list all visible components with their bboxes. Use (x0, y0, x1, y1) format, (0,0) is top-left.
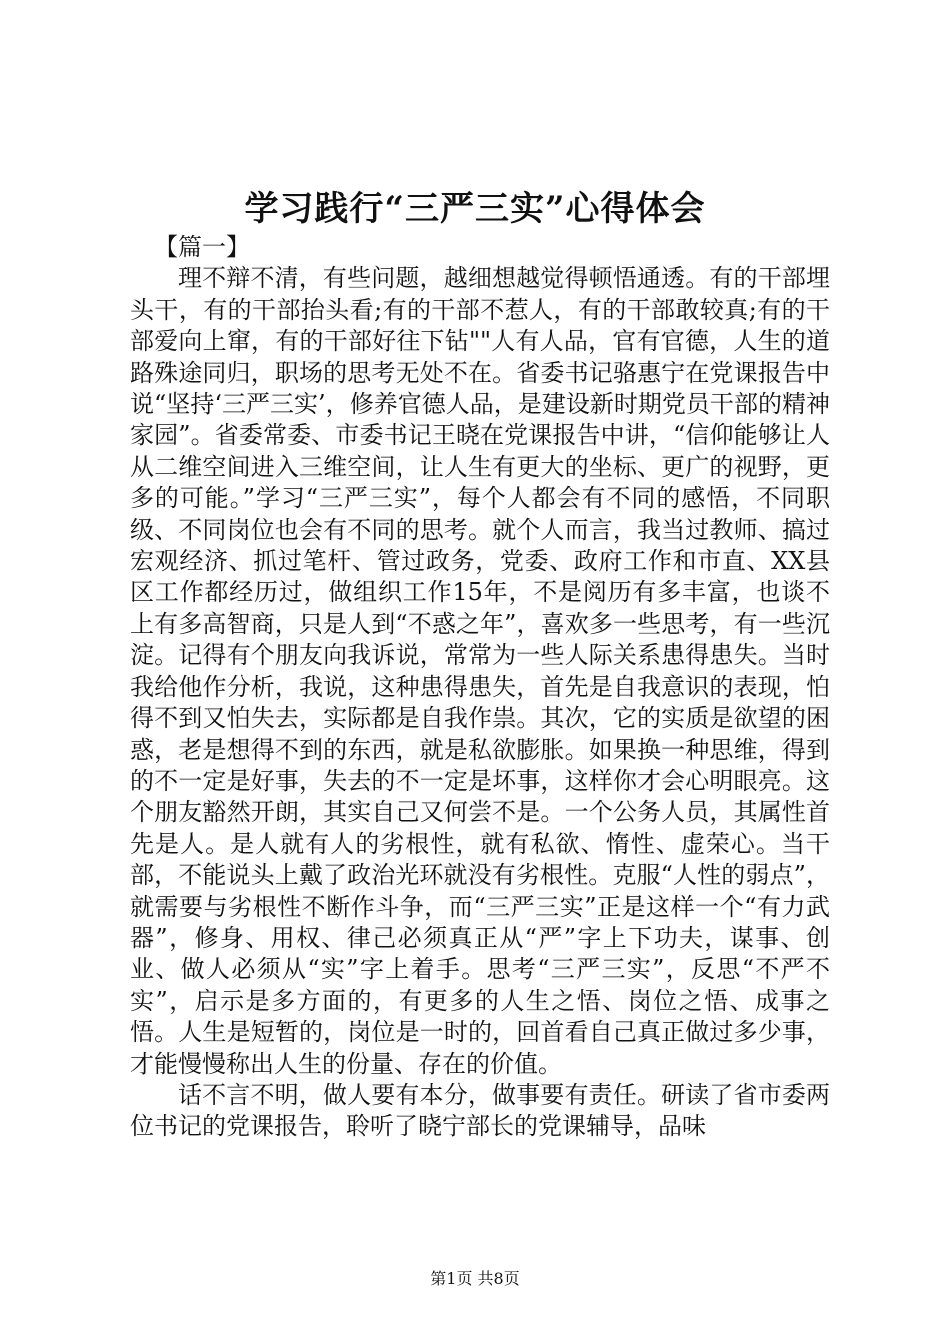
document-title: 学习践行“三严三实”心得体会 (244, 189, 706, 229)
paragraph-1: 理不辩不清，有些问题，越细想越觉得顿悟通透。有的干部埋头干，有的干部抬头看;有的干部不惹人，有的干部敢较真;有的干部爱向上窜，有的干部好往下钻""人有人品，官有官德，人生的道路殊途同归，职场的思考无处不在。省委书记骆惠宁在党课报告中说“坚持‘三严三实’，修养官德人品，是建设新时期党员干部的精神家园”。省委常委、市委书记王晓在党课报告中讲，“信仰能够让人从二维空间进入三维空间，让人生有更大的坐标、更广的视野，更多的可能。”学习“三严三实”，每个人都会有不同的感悟，不同职级、不同岗位也会有不同的思考。就个人而言，我当过教师、搞过宏观经济、抓过笔杆、管过政务，党委、政府工作和市直、XX县区工作都经历过，做组织工作15年，不是阅历有多丰富，也谈不上有多高智商，只是人到“不惑之年”，喜欢多一些思考，有一些沉淀。记得有个朋友向我诉说，常常为一些人际关系患得患失。当时我给他作分析，我说，这种患得患失，首先是自我意识的表现，怕得不到又怕失去，实际都是自我作祟。其次，它的实质是欲望的困惑，老是想得不到的东西，就是私欲膨胀。如果换一种思维，得到的不一定是好事，失去的不一定是坏事，这样你才会心明眼亮。这个朋友豁然开朗，其实自己又何尝不是。一个公务人员，其属性首先是人。是人就有人的劣根性，就有私欲、惰性、虚荣心。当干部，不能说头上戴了政治光环就没有劣根性。克服“人性的弱点”，就需要与劣根性不断作斗争，而“三严三实”正是这样一个“有力武器”，修身、用权、律己必须真正从“严”字上下功夫，谋事、创业、做人必须从“实”字上着手。思考“三严三实”，反思“不严不实”，启示是多方面的，有更多的人生之悟、岗位之悟、成事之悟。人生是短暂的，岗位是一时的，回首看自己真正做过多少事，才能慢慢称出人生的份量、存在的价值。 (130, 264, 830, 1078)
section-label: 【篇一】 (154, 233, 250, 261)
paragraph-2: 话不言不明，做人要有本分，做事要有责任。研读了省市委两位书记的党课报告，聆听了晓宁部长的党课辅导，品味 (130, 1080, 830, 1141)
page-footer: 第1页 共8页 (430, 1269, 520, 1288)
document-body (130, 232, 830, 1143)
